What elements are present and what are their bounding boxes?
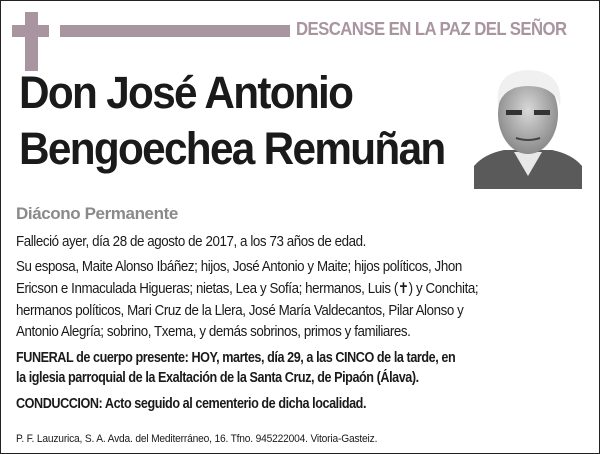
family-line: Antonio Alegría; sobrino, Txema, y demás sobrinos, primos y familiares. bbox=[16, 324, 411, 340]
name-line-1: Don José Antonio bbox=[19, 67, 353, 118]
death-notice: Falleció ayer, día 28 de agosto de 2017, a los 73 años de edad. bbox=[16, 234, 366, 250]
funeral-home-footer: P. F. Lauzurica, S. A. Avda. del Mediterráneo, 16. Tfno. 945222004. Vitoria-Gasteiz. bbox=[16, 433, 378, 445]
header-rule bbox=[60, 25, 290, 37]
header-text: DESCANSE EN LA PAZ DEL SEÑOR bbox=[296, 19, 567, 39]
name-line-2: Bengoechea Remuñan bbox=[19, 123, 445, 174]
conduccion-line: CONDUCCION: Acto seguido al cementerio de dicha localidad. bbox=[16, 396, 367, 412]
funeral-line: FUNERAL de cuerpo presente: HOY, martes, día 29, a las CINCO de la tarde, en bbox=[16, 350, 456, 366]
portrait-photo bbox=[474, 66, 582, 189]
family-line: Ericson e Inmaculada Higueras; nietas, Lea y Sofía; hermanos, Luis (✝) y Conchita; bbox=[16, 281, 479, 297]
family-line: hermanos políticos, Mari Cruz de la Llera, José María Valdecantos, Pilar Alonso y bbox=[16, 303, 464, 319]
family-line: Su esposa, Maite Alonso Ibáñez; hijos, José Antonio y Maite; hijos políticos, Jhon bbox=[16, 259, 462, 275]
funeral-line: la iglesia parroquial de la Exaltación de la Santa Cruz, de Pipaón (Álava). bbox=[16, 370, 419, 386]
subtitle: Diácono Permanente bbox=[16, 204, 178, 223]
